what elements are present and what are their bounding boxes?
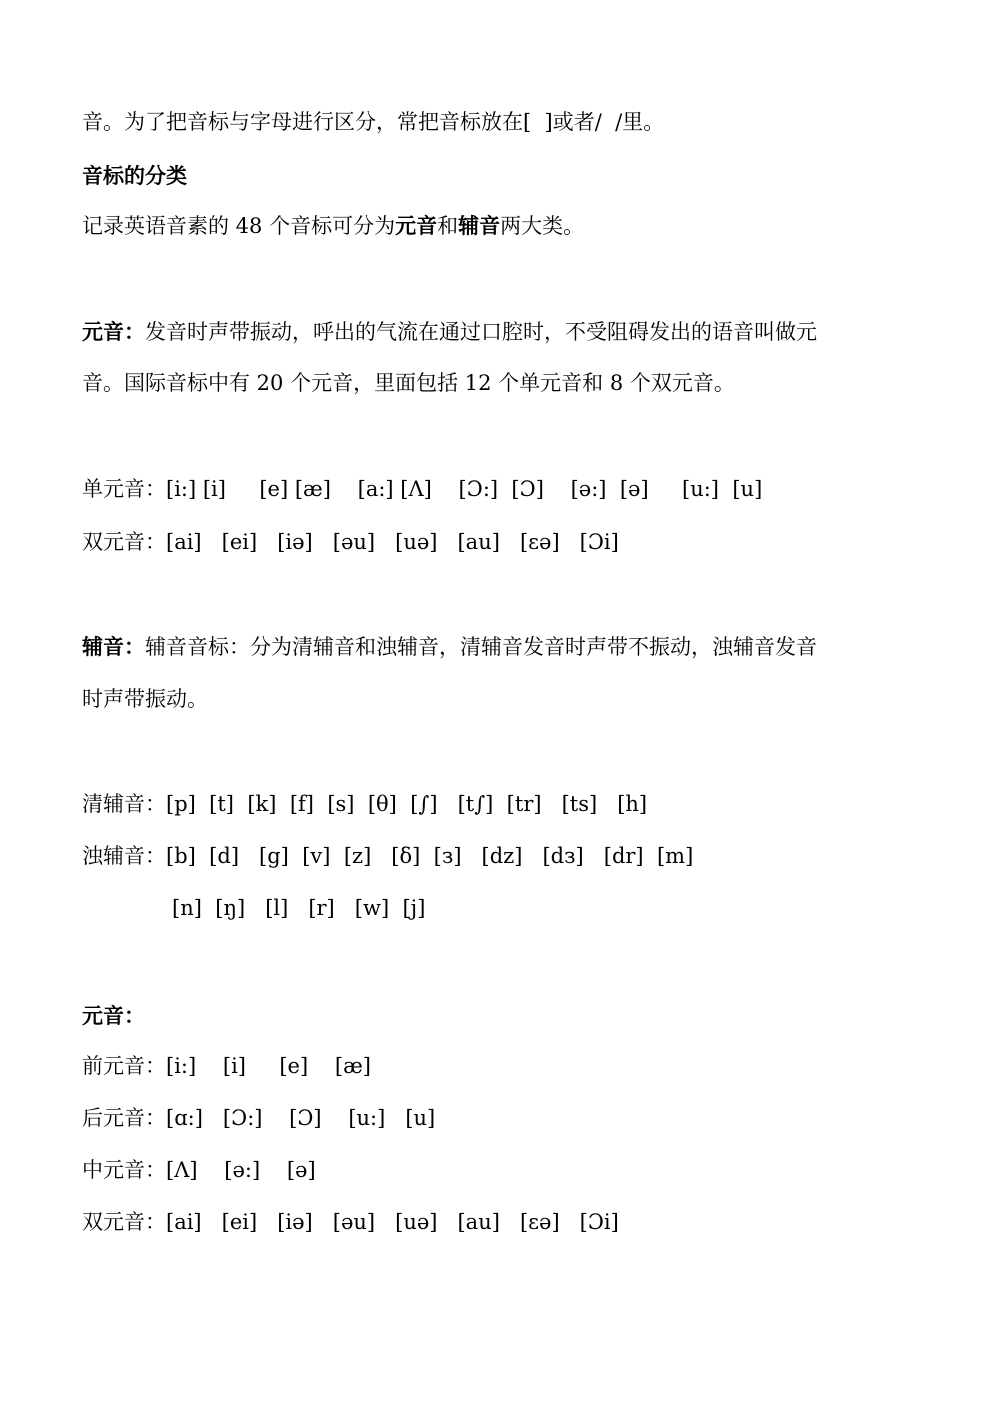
vowel-heading: 元音：	[82, 1004, 145, 1028]
voiced-consonants-line1: 浊辅音：[b] [d] [g] [v] [z] [δ] [з] [dz] [dз] [dr] [m]	[82, 844, 694, 868]
vowel-definition-text1: 发音时声带振动，呼出的气流在通过口腔时，不受阻碍发出的语音叫做元	[145, 320, 817, 344]
diphthongs-line: 双元音：[ai] [ei] [iə] [əu] [uə] [au] [εə] [Ɔi]	[82, 530, 619, 554]
vowel-definition-line1	[82, 322, 817, 343]
consonant-definition-line2: 时声带振动。	[82, 687, 208, 711]
consonant-term: 辅音	[458, 214, 501, 238]
vowel-term: 元音	[395, 214, 438, 238]
central-vowels-line: 中元音：[Λ] [ə:] [ə]	[82, 1158, 316, 1182]
monophthongs-line: 单元音：[i:] [i] [e] [æ] [a:] [Λ] [Ɔ:] [Ɔ] [ə:] [ə] [u:] [u]	[82, 477, 763, 501]
voiceless-consonants-line: 清辅音：[p] [t] [k] [f] [s] [θ] [∫] [t∫] [tr] [ts] [h]	[82, 792, 648, 816]
vowel-definition-line2: 音。国际音标中有 20 个元音，里面包括 12 个单元音和 8 个双元音。	[82, 371, 735, 395]
diphthongs-line-2: 双元音：[ai] [ei] [iə] [əu] [uə] [au] [εə] [Ɔi]	[82, 1210, 619, 1234]
and-word: 和	[437, 214, 459, 238]
consonant-label: 辅音：	[82, 635, 145, 659]
consonant-definition-line1	[82, 637, 817, 658]
back-vowels-line: 后元音：[ɑ:] [Ɔ:] [Ɔ] [u:] [u]	[82, 1106, 436, 1130]
voiced-consonants-line2: [n] [ŋ] [l] [r] [w] [j]	[172, 896, 426, 920]
classification-text	[82, 216, 584, 237]
vowel-label: 元音：	[82, 320, 145, 344]
consonant-definition-text1: 辅音音标：分为清辅音和浊辅音，清辅音发音时声带不振动，浊辅音发音	[145, 635, 817, 659]
classification-prefix: 记录英语音素的 48 个音标可分为	[82, 214, 396, 238]
intro-text: 音。为了把音标与字母进行区分，常把音标放在[ ]或者/ /里。	[82, 110, 665, 134]
front-vowels-line: 前元音：[i:] [i] [e] [æ]	[82, 1054, 371, 1078]
classification-suffix: 两大类。	[500, 214, 585, 238]
section-heading: 音标的分类	[82, 164, 187, 188]
